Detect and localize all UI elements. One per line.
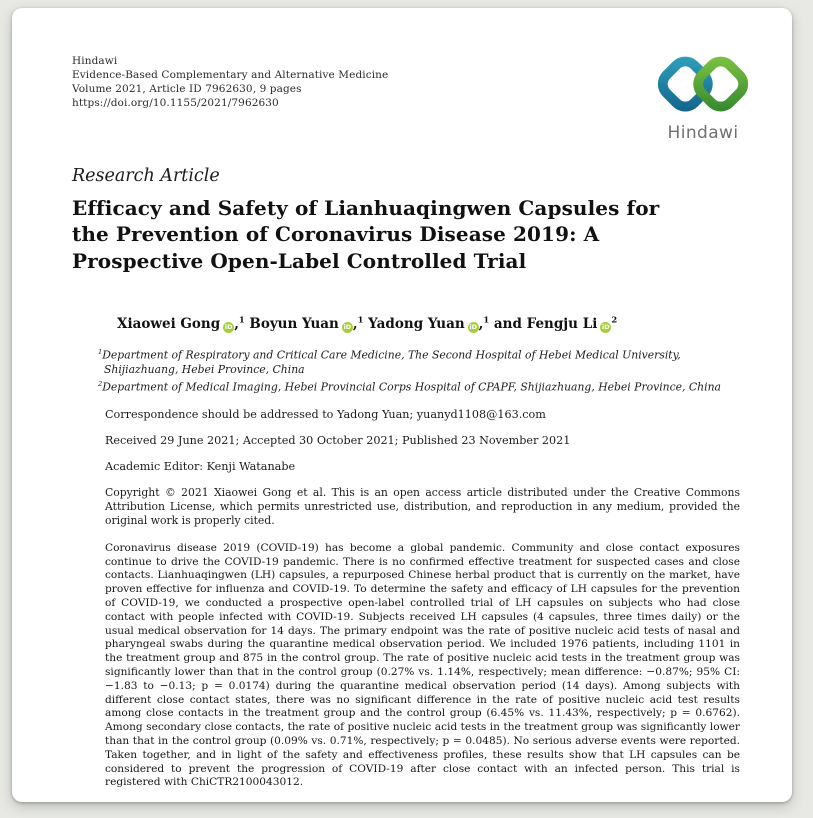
hindawi-logo xyxy=(640,52,766,143)
author-name: Fengju Li xyxy=(526,315,598,332)
article-type-label: Research Article xyxy=(72,166,220,186)
affiliations xyxy=(98,345,738,395)
abstract-text: Coronavirus disease 2019 (COVID-19) has become a global pandemic. Community and close contact exposures continue to drive the COVID-19 pandemic. There is no confirmed effective treatment for suspected cases and close contacts. Lianhuaqingwen (LH) capsules, a repurposed Chinese herbal product that is currently on the market, have proven effective for influenza and COVID-19. To determine the safety and efficacy of LH capsules for the prevention of COVID-19, we conducted a prospective open-label controlled trial of LH capsules on subjects who had close contact with people infected with COVID-19. Subjects received LH capsules (4 capsules, three times daily) or the usual medical observation for 14 days. The primary endpoint was the rate of positive nucleic acid tests of nasal and pharyngeal swabs during the quarantine medical observation period. We included 1976 patients, including 1101 in the treatment group and 875 in the control group. The rate of positive nucleic acid tests in the treatment group was significantly lower than that in the control group (0.27% vs. 1.14%, respectively; mean difference: −0.87%; 95% CI: −1.83 to −0.13; p = 0.0174) during the quarantine medical observation period (14 days). Among subjects with different close contact states, there was no significant difference in the rate of positive nucleic acid test results among close contacts in the treatment group and the control group (6.45% vs. 11.43%, respectively; p = 0.6762). Among secondary close contacts, the rate of positive nucleic acid tests in the treatment group was significantly lower than that in the control group (0.09% vs. 0.71%, respectively; p = 0.0485). No serious adverse events were reported. Taken together, and in light of the safety and effectiveness profiles, these results show that LH capsules can be considered to prevent the progression of COVID-19 after close contact with an infected person. This trial is registered with ChiCTR2100043012. xyxy=(105,541,740,789)
paper-page xyxy=(12,8,792,802)
author-name: Boyun Yuan xyxy=(249,315,339,332)
author: and Fengju Li $iD^2$ xyxy=(493,314,618,332)
orcid-icon[interactable]: iD xyxy=(602,322,610,331)
orcid-icon[interactable]: iD xyxy=(469,322,477,331)
volume-article-id: Volume 2021, Article ID 7962630, 9 pages xyxy=(72,83,302,95)
authors-line xyxy=(117,314,740,332)
orcid-icon[interactable]: iD xyxy=(224,322,233,331)
affiliation-text: Department of Respiratory and Critical Care Medicine, The Second Hospital of Hebei Medical University, Shijiazhuang, Hebei Province, China xyxy=(102,348,681,377)
doi-link[interactable]: https://doi.org/10.1155/2021/7962630 xyxy=(72,97,279,109)
author: Boyun Yuan iD ,$^1$ xyxy=(249,314,364,332)
author-name: Xiaowei Gong xyxy=(117,315,221,332)
author-affiliation-sup: 1 xyxy=(357,314,364,325)
author: Xiaowei Gong iD ,$^1$ xyxy=(117,314,245,332)
correspondence-line: Correspondence should be addressed to Yadong Yuan; yuanyd1108@163.com xyxy=(105,407,546,421)
author-affiliation-sup: 2 xyxy=(611,314,618,325)
author: Yadong Yuan iD ,$^1$ xyxy=(368,314,490,332)
journal-name: Evidence-Based Complementary and Alternative Medicine xyxy=(72,69,389,81)
logo-wordmark: Hindawi xyxy=(667,123,739,143)
publisher-name: Hindawi xyxy=(72,55,118,67)
author-affiliation-sup: 1 xyxy=(238,314,245,325)
article-history-line: Received 29 June 2021; Accepted 30 October 2021; Published 23 November 2021 xyxy=(105,433,571,447)
affiliation-item: $^1$Department of Respiratory and Critical Care Medicine, The Second Hospital of Hebei Medical University, Shijiazhuang, Hebei Province, China xyxy=(98,347,681,377)
copyright-text: Copyright © 2021 Xiaowei Gong et al. This is an open access article distributed under the Creative Commons Attribution License, which permits unrestricted use, distribution, and reproduction in any medium, provided the original work is properly cited. xyxy=(105,485,740,527)
affiliation-item: $^2$Department of Medical Imaging, Hebei Provincial Corps Hospital of CPAPF, Shijiazhuang, Hebei Province, China xyxy=(98,380,721,394)
hindawi-rings-icon xyxy=(644,52,762,118)
author-affiliation-sup: 1 xyxy=(483,314,490,325)
author-name: Yadong Yuan xyxy=(368,315,465,332)
orcid-icon[interactable]: iD xyxy=(343,322,352,331)
academic-editor-line: Academic Editor: Kenji Watanabe xyxy=(105,459,296,473)
article-title: Efficacy and Safety of Lianhuaqingwen Capsules for the Prevention of Coronavirus Disease 2019: A Prospective Open-Label Controlled Trial xyxy=(72,196,660,273)
affiliation-text: Department of Medical Imaging, Hebei Provincial Corps Hospital of CPAPF, Shijiazhuang, Hebei Province, China xyxy=(102,380,721,394)
